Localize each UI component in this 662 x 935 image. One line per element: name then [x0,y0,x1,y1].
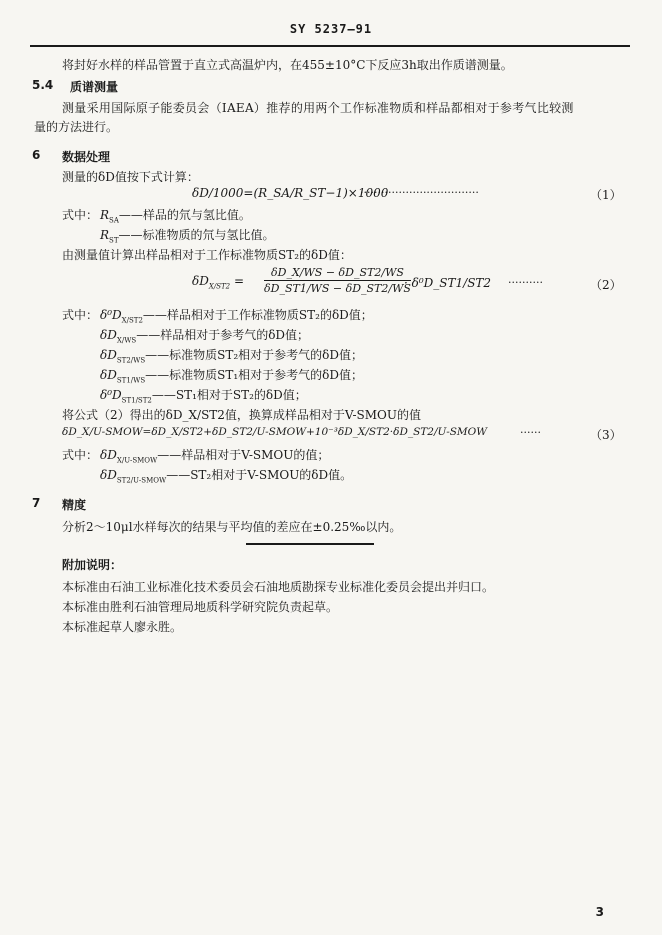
equation-2-number: （2） [590,278,622,292]
section-divider [246,543,374,545]
section-7-number: 7 [32,496,41,510]
where-2-item: $\delta D_{X/WS}——$样品相对于参考气的δD值； [100,328,310,345]
where-2-item: $\delta D_{ST1/WS}——$标准物质ST₁相对于参考气的δD值； [100,368,364,385]
where-3-item: $\delta D_{ST2/U-SMOW}——ST_2$相对于V-SMOU的δD值。 [100,468,353,485]
equation-2-lhs: $\delta D_{X/ST2}$ = [192,274,244,291]
section-6-number: 6 [32,148,41,162]
equation-1-leader: ·································· [360,186,479,199]
page-number: 3 [595,905,604,919]
where-3-item: $\delta D_{X/U-SMOW}——$样品相对于V-SMOU的值； [100,448,330,465]
equation-1: δD/1000=(R_SA/R_ST−1)×1000 [192,186,389,200]
where-1-item-st: $R_{ST}——$标准物质的氘与氢比值。 [100,228,275,245]
section-5-4-body-line1: 测量采用国际原子能委员会（IAEA）推荐的用两个工作标准物质和样品都相对于参考气比较测 [62,101,574,115]
section-5-4-body-line2: 量的方法进行。 [34,120,119,134]
where-2-item: $\delta^0D_{ST1/ST2}——ST_1$相对于ST₂的δD值； [100,388,307,405]
appendix-line: 本标准由胜利石油管理局地质科学研究院负责起草。 [62,600,339,614]
section-7-body: 分析2～10μl水样每次的结果与平均值的差应在±0.25‰以内。 [62,520,402,534]
standard-code-header: SY 5237—91 [289,22,373,36]
equation-2-numerator: δD_X/WS − δD_ST2/WS [264,266,411,281]
appendix-title: 附加说明： [62,558,123,572]
where-1-label: 式中： [62,208,99,222]
equation-2-leader: ·········· [508,276,543,289]
section-6-intro-3: 将公式（2）得出的δD_X/ST2值，换算成样品相对于V-SMOU的值 [62,408,422,422]
where-3-label: 式中： [62,448,99,462]
section-7-title: 精度 [62,498,87,512]
section-5-4-title: 质谱测量 [70,80,119,94]
where-2-item: $\delta D_{ST2/WS}——$标准物质ST₂相对于参考气的δD值； [100,348,364,365]
equation-3-leader: ······ [520,426,541,439]
equation-2-denominator: δD_ST1/WS − δD_ST2/WS [264,282,411,295]
where-1-item-sa: $R_{SA}——$样品的氘与氢比值。 [100,208,251,225]
header-rule [30,45,630,47]
equation-3: δD_X/U-SMOW=δD_X/ST2+δD_ST2/U-SMOW+10⁻³δD_X/ST2·δD_ST2/U-SMOW [62,426,488,438]
equation-1-number: （1） [590,188,622,202]
section-6-intro: 测量的δD值按下式计算： [62,170,199,184]
section-5-4-number: 5.4 [32,78,54,92]
appendix-line: 本标准由石油工业标准化技术委员会石油地质勘探专业标准化委员会提出并归口。 [62,580,495,594]
where-2-label: 式中： [62,308,99,322]
equation-2-fraction [264,266,411,295]
where-2-item: $\delta^0D_{X/ST2}——$样品相对于工作标准物质ST₂的δD值； [100,308,373,325]
section-6-title: 数据处理 [62,150,111,164]
section-5-3-tail: 将封好水样的样品管置于直立式高温炉内，在455±10°C下反应3h取出作质谱测量。 [62,58,513,72]
appendix-line: 本标准起草人廖永胜。 [62,620,183,634]
equation-2-tail: · δ⁰D_ST1/ST2 [404,276,492,290]
equation-3-number: （3） [590,428,622,442]
section-6-intro-2: 由测量值计算出样品相对于工作标准物质ST₂的δD值： [62,248,352,262]
